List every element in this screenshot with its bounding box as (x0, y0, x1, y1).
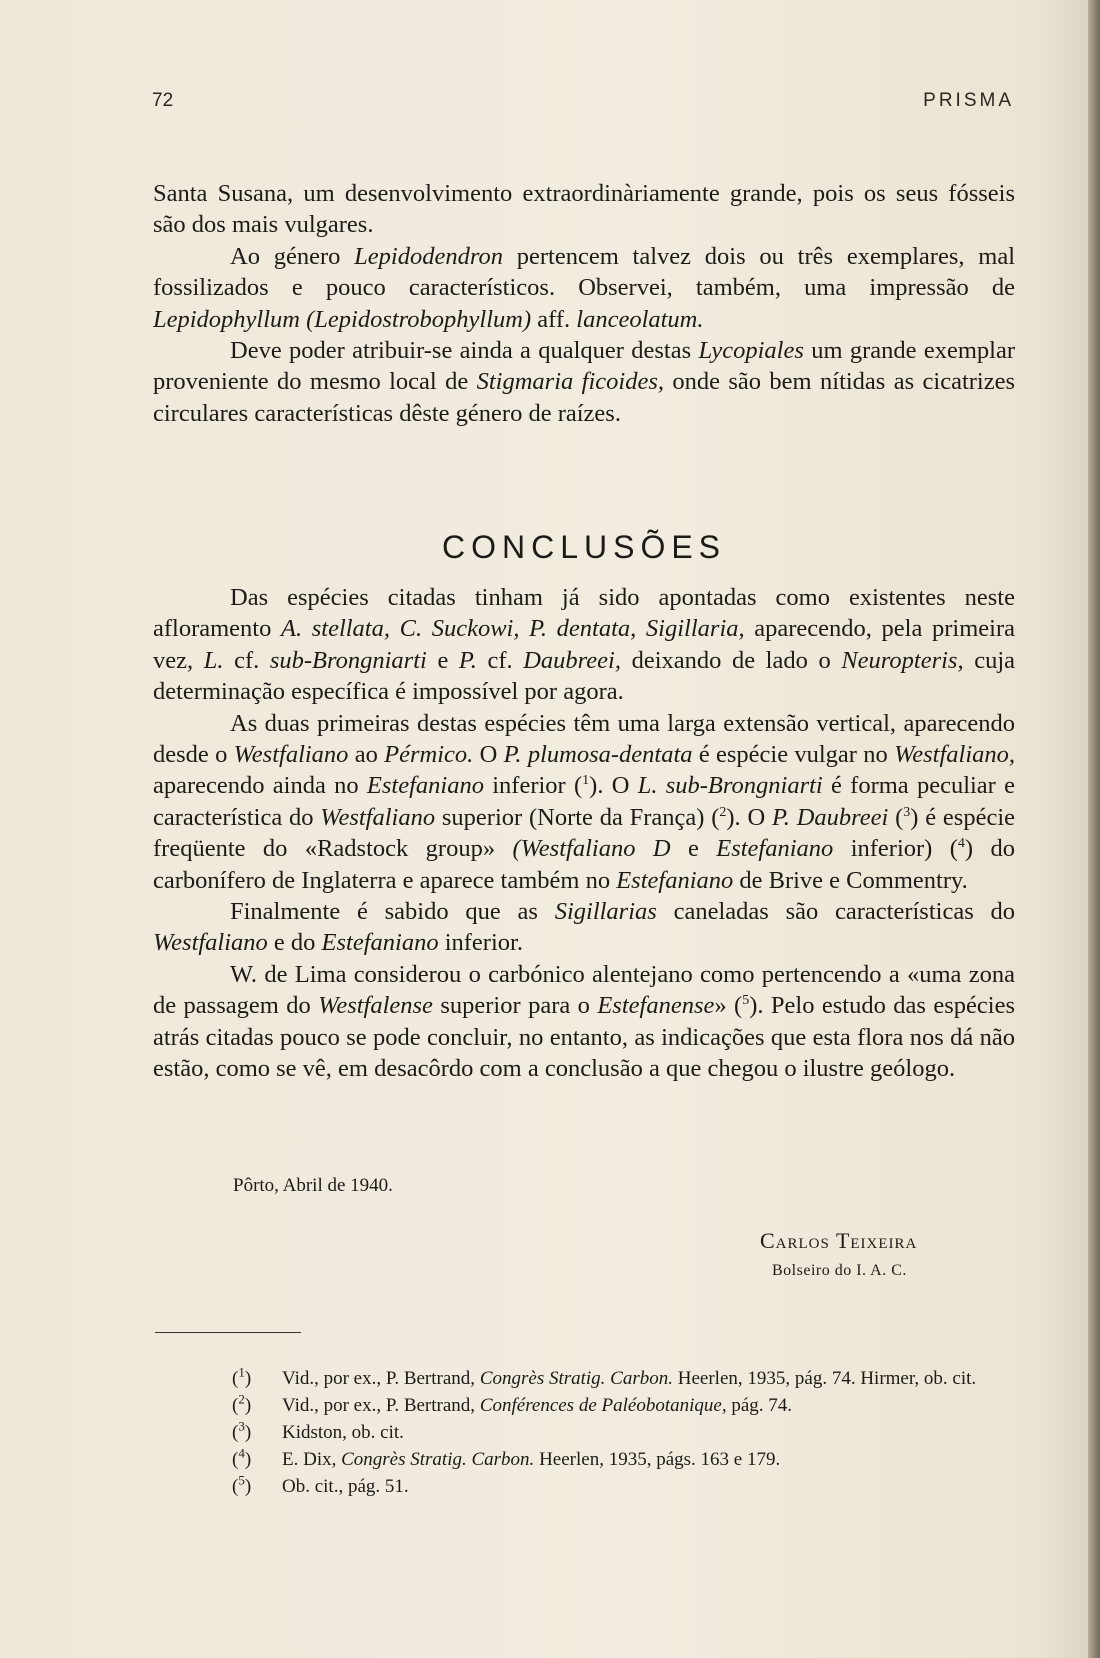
author-name: Carlos Teixeira (760, 1228, 918, 1253)
body-text-conclusions (153, 582, 1015, 1085)
page-edge-shadow (1088, 0, 1100, 1658)
body-text-top (153, 178, 1015, 429)
author-affiliation: Bolseiro do I. A. C. (772, 1262, 907, 1279)
footnote: ($^2$) Vid., por ex., P. Bertrand, Conférences de Paléobotanique, pág. 74. (232, 1391, 793, 1416)
footnote: ($^3$) Kidston, ob. cit. (232, 1418, 404, 1443)
paragraph: Deve poder atribuir-se ainda a qualquer destas Lycopiales um grande exemplar proveniente do mesmo local de Stigmaria ficoides, onde são bem nítidas as cicatrizes circulares características dêste género de raízes. (153, 337, 1016, 427)
footnote: ($^1$) Vid., por ex., P. Bertrand, Congrès Stratig. Carbon. Heerlen, 1935, pág. 74. Hirmer, ob. cit. (232, 1364, 977, 1389)
section-heading: CONCLUSÕES (441, 528, 727, 565)
paragraph: Santa Susana, um desenvolvimento extraordinàriamente grande, pois os seus fósseis são dos mais vulgares. (153, 180, 1015, 239)
paragraph: Ao género Lepidodendron pertencem talvez dois ou três exemplares, mal fossilizados e pouco característicos. Observei, também, uma impressão de Lepidophyllum (Lepidostrobophyllum) aff. lanceolatum. (153, 242, 1016, 333)
page-number: 72 (152, 90, 174, 111)
footnote-ref: 4 (957, 836, 965, 852)
paragraph: W. de Lima considerou o carbónico alentejano como pertencendo a «uma zona de passagem do Westfalense superior para o Estefanense» ($^5$). Pelo estudo das espécies atrás citadas pouco se pode concluir, no entanto, as indicações que esta flora nos dá não estão, como se vê, em desacôrdo com a conclusão a que chegou o ilustre geólogo. (153, 960, 1015, 1083)
page-header (152, 90, 1014, 122)
footnote-divider (155, 1332, 301, 1333)
footnote: ($^5$) Ob. cit., pág. 51. (232, 1472, 409, 1497)
footnotes (232, 1365, 1022, 1500)
footnote: ($^4$) E. Dix, Congrès Stratig. Carbon. Heerlen, 1935, págs. 163 e 179. (232, 1445, 781, 1470)
footnote-ref: 2 (719, 804, 727, 820)
paragraph: Finalmente é sabido que as Sigillarias caneladas são características do Westfaliano e do Estefaniano inferior. (153, 898, 1015, 957)
footnote-ref: 3 (903, 804, 911, 820)
footnote-ref: 1 (582, 773, 590, 789)
footnote-ref: 5 (742, 993, 750, 1009)
paragraph: Das espécies citadas tinham já sido apontadas como existentes neste afloramento A. stellata, C. Suckowi, P. dentata, Sigillaria, aparecendo, pela primeira vez, L. cf. sub-Brongniarti e P. cf. Daubreei, deixando de lado o Neuropteris, cuja determinação específica é impossível por agora. (153, 584, 1015, 706)
place-date: Pôrto, Abril de 1940. (233, 1175, 393, 1196)
running-title: PRISMA (923, 90, 1014, 111)
paragraph: As duas primeiras destas espécies têm uma larga extensão vertical, aparecendo desde o Westfaliano ao Pérmico. O P. plumosa-dentata é espécie vulgar no Westfaliano, aparecendo ainda no Estefaniano inferior ($^1$). O L. sub-Brongniarti é forma peculiar e característica do Westfaliano superior (Norte da França) ($^2$). O P. Daubreei ($^3$) é espécie freqüente do «Radstock group» (Westfaliano D e Estefaniano inferior) ($^4$) do carbonífero de Inglaterra e aparece também no Estefaniano de Brive e Commentry. (153, 709, 1016, 894)
